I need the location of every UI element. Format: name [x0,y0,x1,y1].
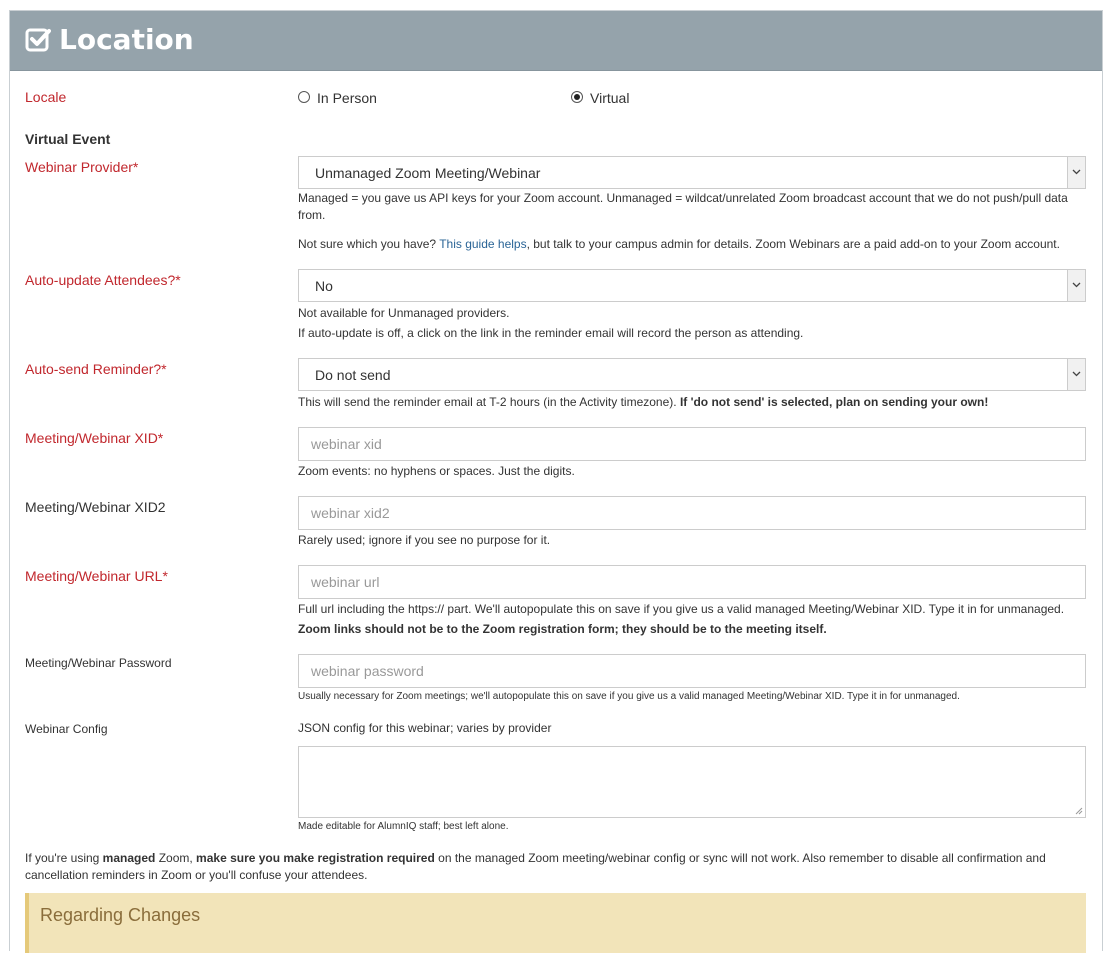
password-label: Meeting/Webinar Password [25,656,172,670]
locale-option-in-person[interactable] [298,89,388,107]
in-person-label: In Person [317,90,377,106]
webinar-config-label: Webinar Config [25,722,108,736]
webinar-config-description: JSON config for this webinar; varies by provider [298,721,552,735]
regarding-changes-title: Regarding Changes [40,905,201,925]
webinar-provider-select[interactable] [298,156,1086,189]
virtual-event-heading: Virtual Event [25,131,111,147]
auto-send-value: Do not send [315,367,391,383]
xid2-label: Meeting/Webinar XID2 [25,499,166,515]
webinar-url-placeholder: webinar url [311,574,380,590]
xid-help: Zoom events: no hyphens or spaces. Just the digits. [298,464,575,478]
note-text-1: If you're using [25,851,103,865]
auto-update-select[interactable] [298,269,1086,302]
virtual-radio[interactable] [571,91,583,103]
location-panel [9,10,1103,951]
auto-send-help [298,394,1088,411]
webinar-provider-help: Managed = you gave us API keys for your Zoom account. Unmanaged = wildcat/unrelated Zoom broadcast account that we do not push/pull data from. [298,191,1068,222]
xid2-help: Rarely used; ignore if you see no purpose for it. [298,533,551,547]
chevron-down-icon [1072,371,1081,377]
regarding-changes-notice [25,893,1086,953]
note-text-2: Zoom, [155,851,197,865]
auto-update-help-1: Not available for Unmanaged providers. [298,306,510,320]
chevron-down-icon [1072,169,1081,175]
dropdown-caret[interactable] [1067,359,1085,390]
webinar-password-placeholder: webinar password [311,663,424,679]
locale-label: Locale [25,89,67,105]
url-help-1: Full url including the https:// part. We'll autopopulate this on save if you give us a valid managed Meeting/Webinar XID. Type it in for unmanaged. [298,602,1065,616]
dropdown-caret[interactable] [1067,270,1085,301]
virtual-label: Virtual [590,90,630,106]
webinar-config-textarea[interactable] [298,746,1086,818]
panel-title: Location [59,23,194,56]
auto-send-help-text: This will send the reminder email at T-2 hours (in the Activity timezone). [298,395,680,409]
xid-label: Meeting/Webinar XID* [25,430,164,446]
check-square-icon [25,27,51,53]
webinar-xid-placeholder: webinar xid [311,436,382,452]
managed-zoom-note [25,850,1087,884]
webinar-provider-label: Webinar Provider* [25,159,139,175]
url-label: Meeting/Webinar URL* [25,568,168,584]
dropdown-caret[interactable] [1067,157,1085,188]
note-bold-1: managed [102,851,156,865]
auto-send-help-warning: If 'do not send' is selected, plan on sending your own! [679,395,989,409]
auto-update-label: Auto-update Attendees?* [25,272,181,288]
webinar-config-help: Made editable for AlumnIQ staff; best left alone. [298,821,509,832]
webinar-password-input[interactable] [298,654,1086,688]
webinar-xid-input[interactable] [298,427,1086,461]
auto-update-help-2: If auto-update is off, a click on the link in the reminder email will record the person as attending. [298,326,804,340]
webinar-xid2-placeholder: webinar xid2 [311,505,390,521]
auto-update-value: No [315,278,333,294]
webinar-provider-value: Unmanaged Zoom Meeting/Webinar [315,165,541,181]
guide-help-suffix: , but talk to your campus admin for details. Zoom Webinars are a paid add-on to your Zoom account. [526,237,1060,251]
webinar-xid2-input[interactable] [298,496,1086,530]
guide-help-prefix: Not sure which you have? [298,237,440,251]
note-text-3: on the managed Zoom meeting/webinar config or sync will not work. Also remember to disable all confirmation and cancellation reminders in Zoom or you'll confuse your attendees. [25,851,1046,882]
auto-send-label: Auto-send Reminder?* [25,361,167,377]
guide-link[interactable]: This guide helps [439,237,527,251]
password-help: Usually necessary for Zoom meetings; we'll autopopulate this on save if you give us a valid managed Meeting/Webinar XID. Type it in for unmanaged. [298,691,960,702]
webinar-provider-guide-help [298,236,1088,253]
webinar-url-input[interactable] [298,565,1086,599]
panel-header [10,11,1102,71]
locale-option-virtual[interactable] [571,89,651,107]
chevron-down-icon [1072,282,1081,288]
auto-send-select[interactable] [298,358,1086,391]
resize-handle-icon[interactable] [1075,807,1083,815]
url-help-2: Zoom links should not be to the Zoom registration form; they should be to the meeting itself. [298,622,827,636]
in-person-radio[interactable] [298,91,310,103]
note-bold-2: make sure you make registration required [196,851,435,865]
